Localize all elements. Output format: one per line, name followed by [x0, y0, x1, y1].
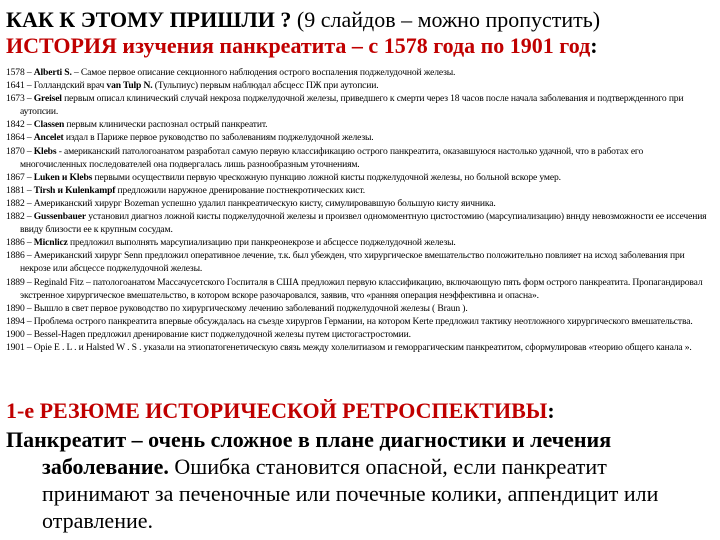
- timeline-text: – Вышло в свет первое руководство по хирургическому лечению заболеваний поджелудочной железы ( Braun ).: [24, 302, 468, 314]
- timeline-entry: 1842 – Classen первым клинически распознал острый панкреатит.: [6, 119, 268, 131]
- timeline-entry: 1867 – Luken и Klebs первыми осуществили первую чрескожную пункцию ложной кисты поджелудочной железы, но больной вскоре умер.: [6, 171, 561, 183]
- timeline-text: предложили наружное дренирование постнекротических кист.: [115, 184, 365, 196]
- timeline-text: - американский патологоанатом разработал самую первую классификацию острого панкреатита, оказавшуюся настолько удачной, что в работах его многочисленных последователей она подвергалась лишь разнообразным уточнениям.: [20, 145, 644, 170]
- timeline-name: Micnlicz: [33, 237, 68, 249]
- timeline-name: Ancelet: [33, 132, 64, 144]
- summary-key-statement: Панкреатит – очень сложное в плане диагностики и лечения заболевание.: [6, 427, 612, 479]
- timeline-entry: [6, 328, 712, 341]
- timeline-name: Alberti S.: [33, 67, 72, 78]
- summary-body: [6, 426, 714, 534]
- timeline-year: 1890: [6, 302, 25, 314]
- slide-title-line-2: [6, 34, 720, 58]
- history-title-colon: :: [590, 33, 598, 58]
- timeline-year: 1900: [6, 328, 25, 340]
- timeline-year: 1889: [6, 276, 25, 288]
- timeline-year: 1842: [6, 119, 25, 131]
- timeline-entry: [6, 341, 712, 354]
- timeline-year: 1882: [6, 211, 25, 223]
- summary-heading-colon: :: [547, 398, 555, 423]
- timeline-prefix: –: [24, 184, 34, 196]
- timeline-text: установил диагноз ложной кисты поджелудочной железы и произвел одномоментную цистостомию (марсупиализацию) вннду невозможности ее иссечения ввиду близости ее к крупным сосудам.: [20, 211, 707, 236]
- timeline-entry: 1870 – Klebs - американский патологоанатом разработал самую первую классификацию острого панкреатита, оказавшуюся настолько удачной, что в работах его многочисленных последователей она подвергалась лишь разнообразным уточнениям.: [6, 145, 644, 170]
- timeline-name: van Tulp N.: [106, 80, 153, 92]
- timeline-entry: [6, 197, 712, 210]
- summary-heading: [6, 398, 720, 424]
- timeline-entry: 1864 – Ancelet издал в Париже первое руководство по заболеваниям поджелудочной железы.: [6, 132, 374, 144]
- summary-paragraph: [6, 426, 714, 534]
- timeline-name: Luken и Klebs: [33, 171, 93, 183]
- timeline-name: Classen: [33, 119, 65, 131]
- timeline-year: 1886: [6, 250, 25, 262]
- timeline-text: (Тульпиус) первым наблюдал абсцесс ПЖ при аутопсии.: [152, 80, 379, 92]
- timeline-entry: 1882 – Gussenbauer установил диагноз ложной кисты поджелудочной железы и произвел одномоментную цистостомию (марсупиализацию) вннду невозможности ее иссечения ввиду близости ее к крупным сосудам.: [6, 211, 707, 236]
- timeline-entry: [6, 315, 712, 328]
- timeline-text: издал в Париже первое руководство по заболеваниям поджелудочной железы.: [63, 132, 374, 144]
- summary-heading-text: 1-е РЕЗЮМЕ ИСТОРИЧЕСКОЙ РЕТРОСПЕКТИВЫ: [6, 398, 548, 423]
- timeline-year: 1673: [6, 93, 25, 105]
- timeline-year: 1886: [6, 237, 25, 249]
- timeline-year: 1894: [6, 315, 25, 327]
- history-title: ИСТОРИЯ изучения панкреатита – с 1578 года по 1901 год: [6, 33, 591, 58]
- timeline-name: Greisel: [33, 93, 62, 105]
- timeline-name: Tirsh и Kulenkampf: [33, 184, 116, 196]
- timeline-text: – Американский хирург Senn предложил оперативное лечение, т.к. был убежден, что хирургическое вмешательство положительно повлияет на исход заболевания при некрозе или абсцессе поджелудочной железы.: [20, 250, 685, 275]
- timeline-text: – Проблема острого панкреатита впервые обсуждалась на съезде хирургов Германии, на котором Kerte предложил тактику неотложного хирургического вмешательства.: [24, 315, 693, 327]
- timeline-text: первым описал клинический случай некроза поджелудочной железы, приведшего к смерти через 18 часов после начала заболевания и подтвержденного при аутопсии.: [20, 93, 684, 118]
- timeline-year: 1901: [6, 341, 25, 353]
- history-timeline: [6, 66, 712, 354]
- slide-title-line-1: [6, 8, 720, 32]
- timeline-year: 1882: [6, 197, 25, 209]
- timeline-entry: 1673 – Greisel первым описал клинический случай некроза поджелудочной железы, приведшего к смерти через 18 часов после начала заболевания и подтвержденного при аутопсии.: [6, 93, 684, 118]
- timeline-text: первым клинически распознал острый панкреатит.: [64, 119, 268, 131]
- timeline-text: – Самое первое описание секционного наблюдения острого воспаления поджелудочной железы.: [71, 67, 456, 78]
- timeline-entry: [6, 249, 712, 275]
- timeline-text: – Американский хирург Bozeman успешно удалил панкреатическую кисту, симулировавшую большую кисту яичника.: [24, 197, 496, 209]
- timeline-year: 1641: [6, 80, 25, 92]
- timeline-name: Gussenbauer: [33, 211, 86, 223]
- timeline-name: Klebs: [33, 145, 57, 157]
- timeline-year: 1578: [6, 67, 25, 78]
- timeline-text: – Opie E . L . и Halsted W . S . указали на этиопатогенетическую связь между холелитиазом и геморрагическим панкреатитом, сформулировав «теорию общего канала ».: [24, 341, 692, 353]
- title-main: КАК К ЭТОМУ ПРИШЛИ ?: [6, 7, 292, 32]
- timeline-prefix: – Голландский врач: [24, 80, 107, 92]
- timeline-entry: [6, 276, 712, 302]
- timeline-entry: [6, 184, 712, 197]
- timeline-entry: 1578 – Alberti S. – Самое первое описание секционного наблюдения острого воспаления поджелудочной железы.: [6, 67, 456, 78]
- title-note: (9 слайдов – можно пропустить): [291, 7, 601, 32]
- timeline-year: 1870: [6, 145, 25, 157]
- timeline-entry: [6, 302, 712, 315]
- timeline-entry: [6, 79, 712, 92]
- timeline-year: 1864: [6, 132, 25, 144]
- summary-detail: Ошибка становится опасной, если панкреатит принимают за печеночные или почечные колики, аппендицит или отравление.: [42, 454, 659, 533]
- timeline-text: – Reginald Fitz – патологоанатом Массачусетского Госпиталя в США предложил первую классификацию, включающую пять форм острого панкреатита. Пропагандировал экстренное хирургическое вмешательство, в котором вскоре разочаровался, заявив, что «ранняя операция неэффективна и опасна».: [20, 276, 703, 301]
- timeline-year: 1881: [6, 184, 25, 196]
- timeline-text: предложил выполнять марсупиализацию при панкреонекрозе и абсцессе поджелудочной железы.: [67, 237, 456, 249]
- timeline-text: – Bessel-Hagen предложил дренирование кист поджелудочной железы путем цистогастростомии.: [24, 328, 411, 340]
- timeline-text: первыми осуществили первую чрескожную пункцию ложной кисты поджелудочной железы, но больной вскоре умер.: [92, 171, 561, 183]
- timeline-entry: 1886 – Micnlicz предложил выполнять марсупиализацию при панкреонекрозе и абсцессе поджелудочной железы.: [6, 237, 456, 249]
- timeline-year: 1867: [6, 171, 25, 183]
